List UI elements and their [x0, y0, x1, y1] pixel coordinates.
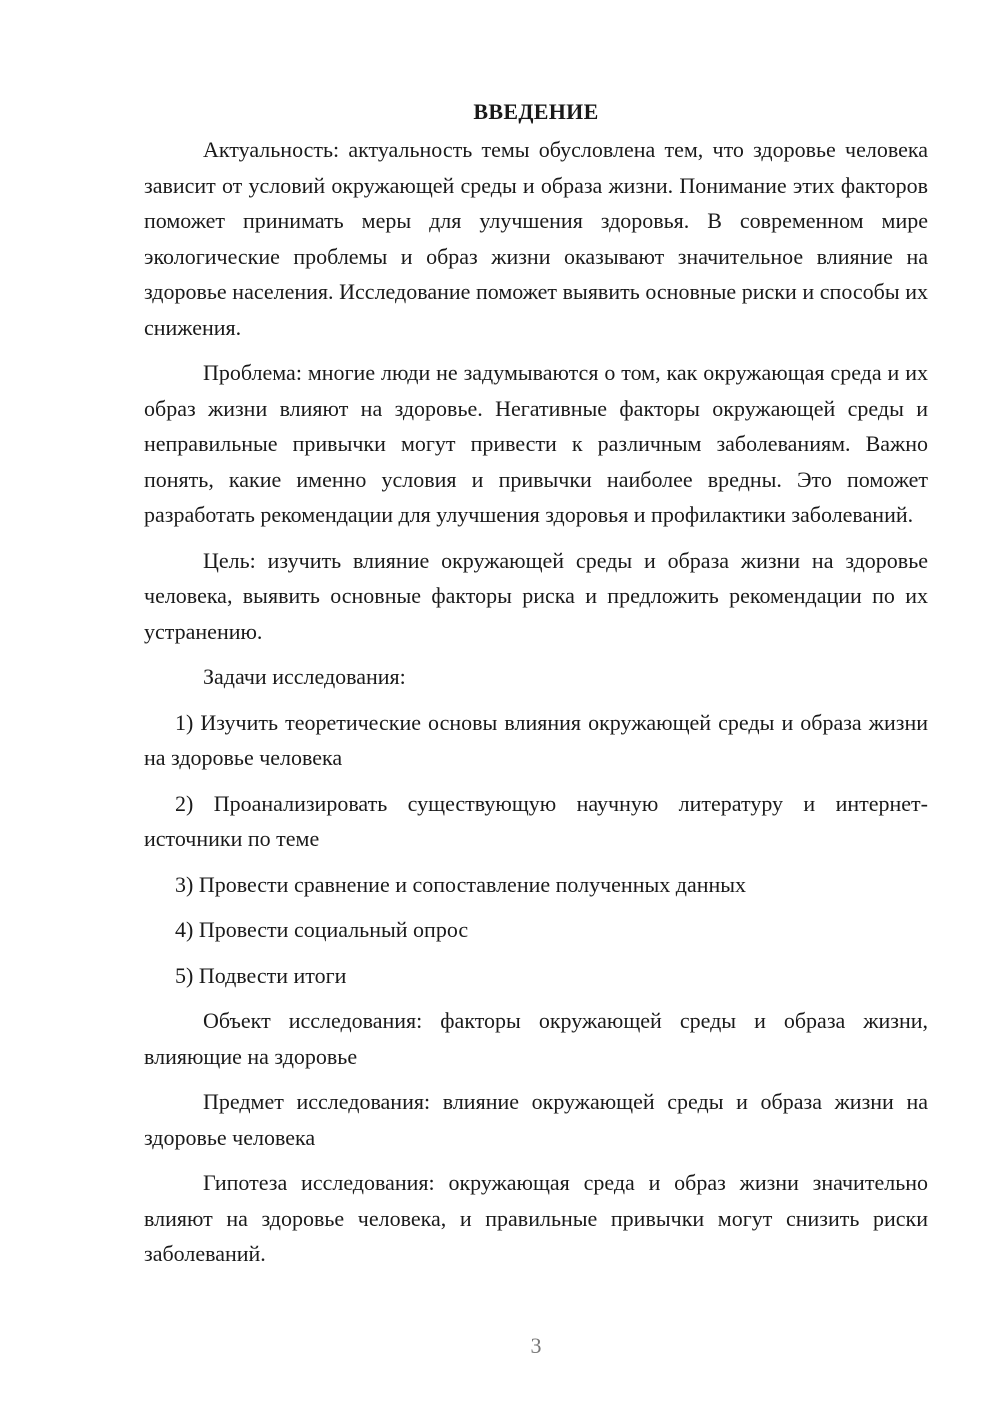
task-item: 5) Подвести итоги [175, 962, 347, 988]
task-item: 1) Изучить теоретические основы влияния окружающей среды и образа жизни на здоровье человека [144, 709, 928, 770]
tasks-heading: Задачи исследования: [203, 664, 406, 689]
task-item: 2) Проанализировать существующую научную литературу и интернет-источники по теме [144, 790, 928, 851]
task-item: 3) Провести сравнение и сопоставление полученных данных [175, 871, 747, 897]
page-body [144, 94, 928, 1282]
goal-paragraph: Цель: изучить влияние окружающей среды и образа жизни на здоровье человека, выявить основные факторы риска и предложить рекомендации по их устранению. [144, 547, 928, 644]
page-title: ВВЕДЕНИЕ [473, 99, 599, 124]
relevance-paragraph: Актуальность: актуальность темы обусловлена тем, что здоровье человека зависит от условий окружающей среды и образа жизни. Понимание этих факторов поможет принимать меры для улучшения здоровья. В современном мире экологические проблемы и образ жизни оказывают значительное влияние на здоровье населения. Исследование поможет выявить основные риски и способы их снижения. [144, 137, 928, 340]
hypothesis-paragraph: Гипотеза исследования: окружающая среда и образ жизни значительно влияют на здоровье человека, и правильные привычки могут снизить риски заболеваний. [144, 1170, 928, 1266]
task-item: 4) Провести социальный опрос [175, 917, 469, 942]
page-number: 3 [530, 1333, 542, 1358]
research-subject-paragraph: Предмет исследования: влияние окружающей среды и образа жизни на здоровье человека [144, 1089, 928, 1150]
problem-paragraph: Проблема: многие люди не задумываются о том, как окружающая среда и их образ жизни влияют на здоровье. Негативные факторы окружающей среды и неправильные привычки могут привести к различным заболеваниям. Важно понять, какие именно условия и привычки наиболее вредны. Это поможет разработать рекомендации для улучшения здоровья и профилактики заболеваний. [144, 360, 928, 527]
research-object-paragraph: Объект исследования: факторы окружающей среды и образа жизни, влияющие на здоровье [144, 1008, 928, 1069]
